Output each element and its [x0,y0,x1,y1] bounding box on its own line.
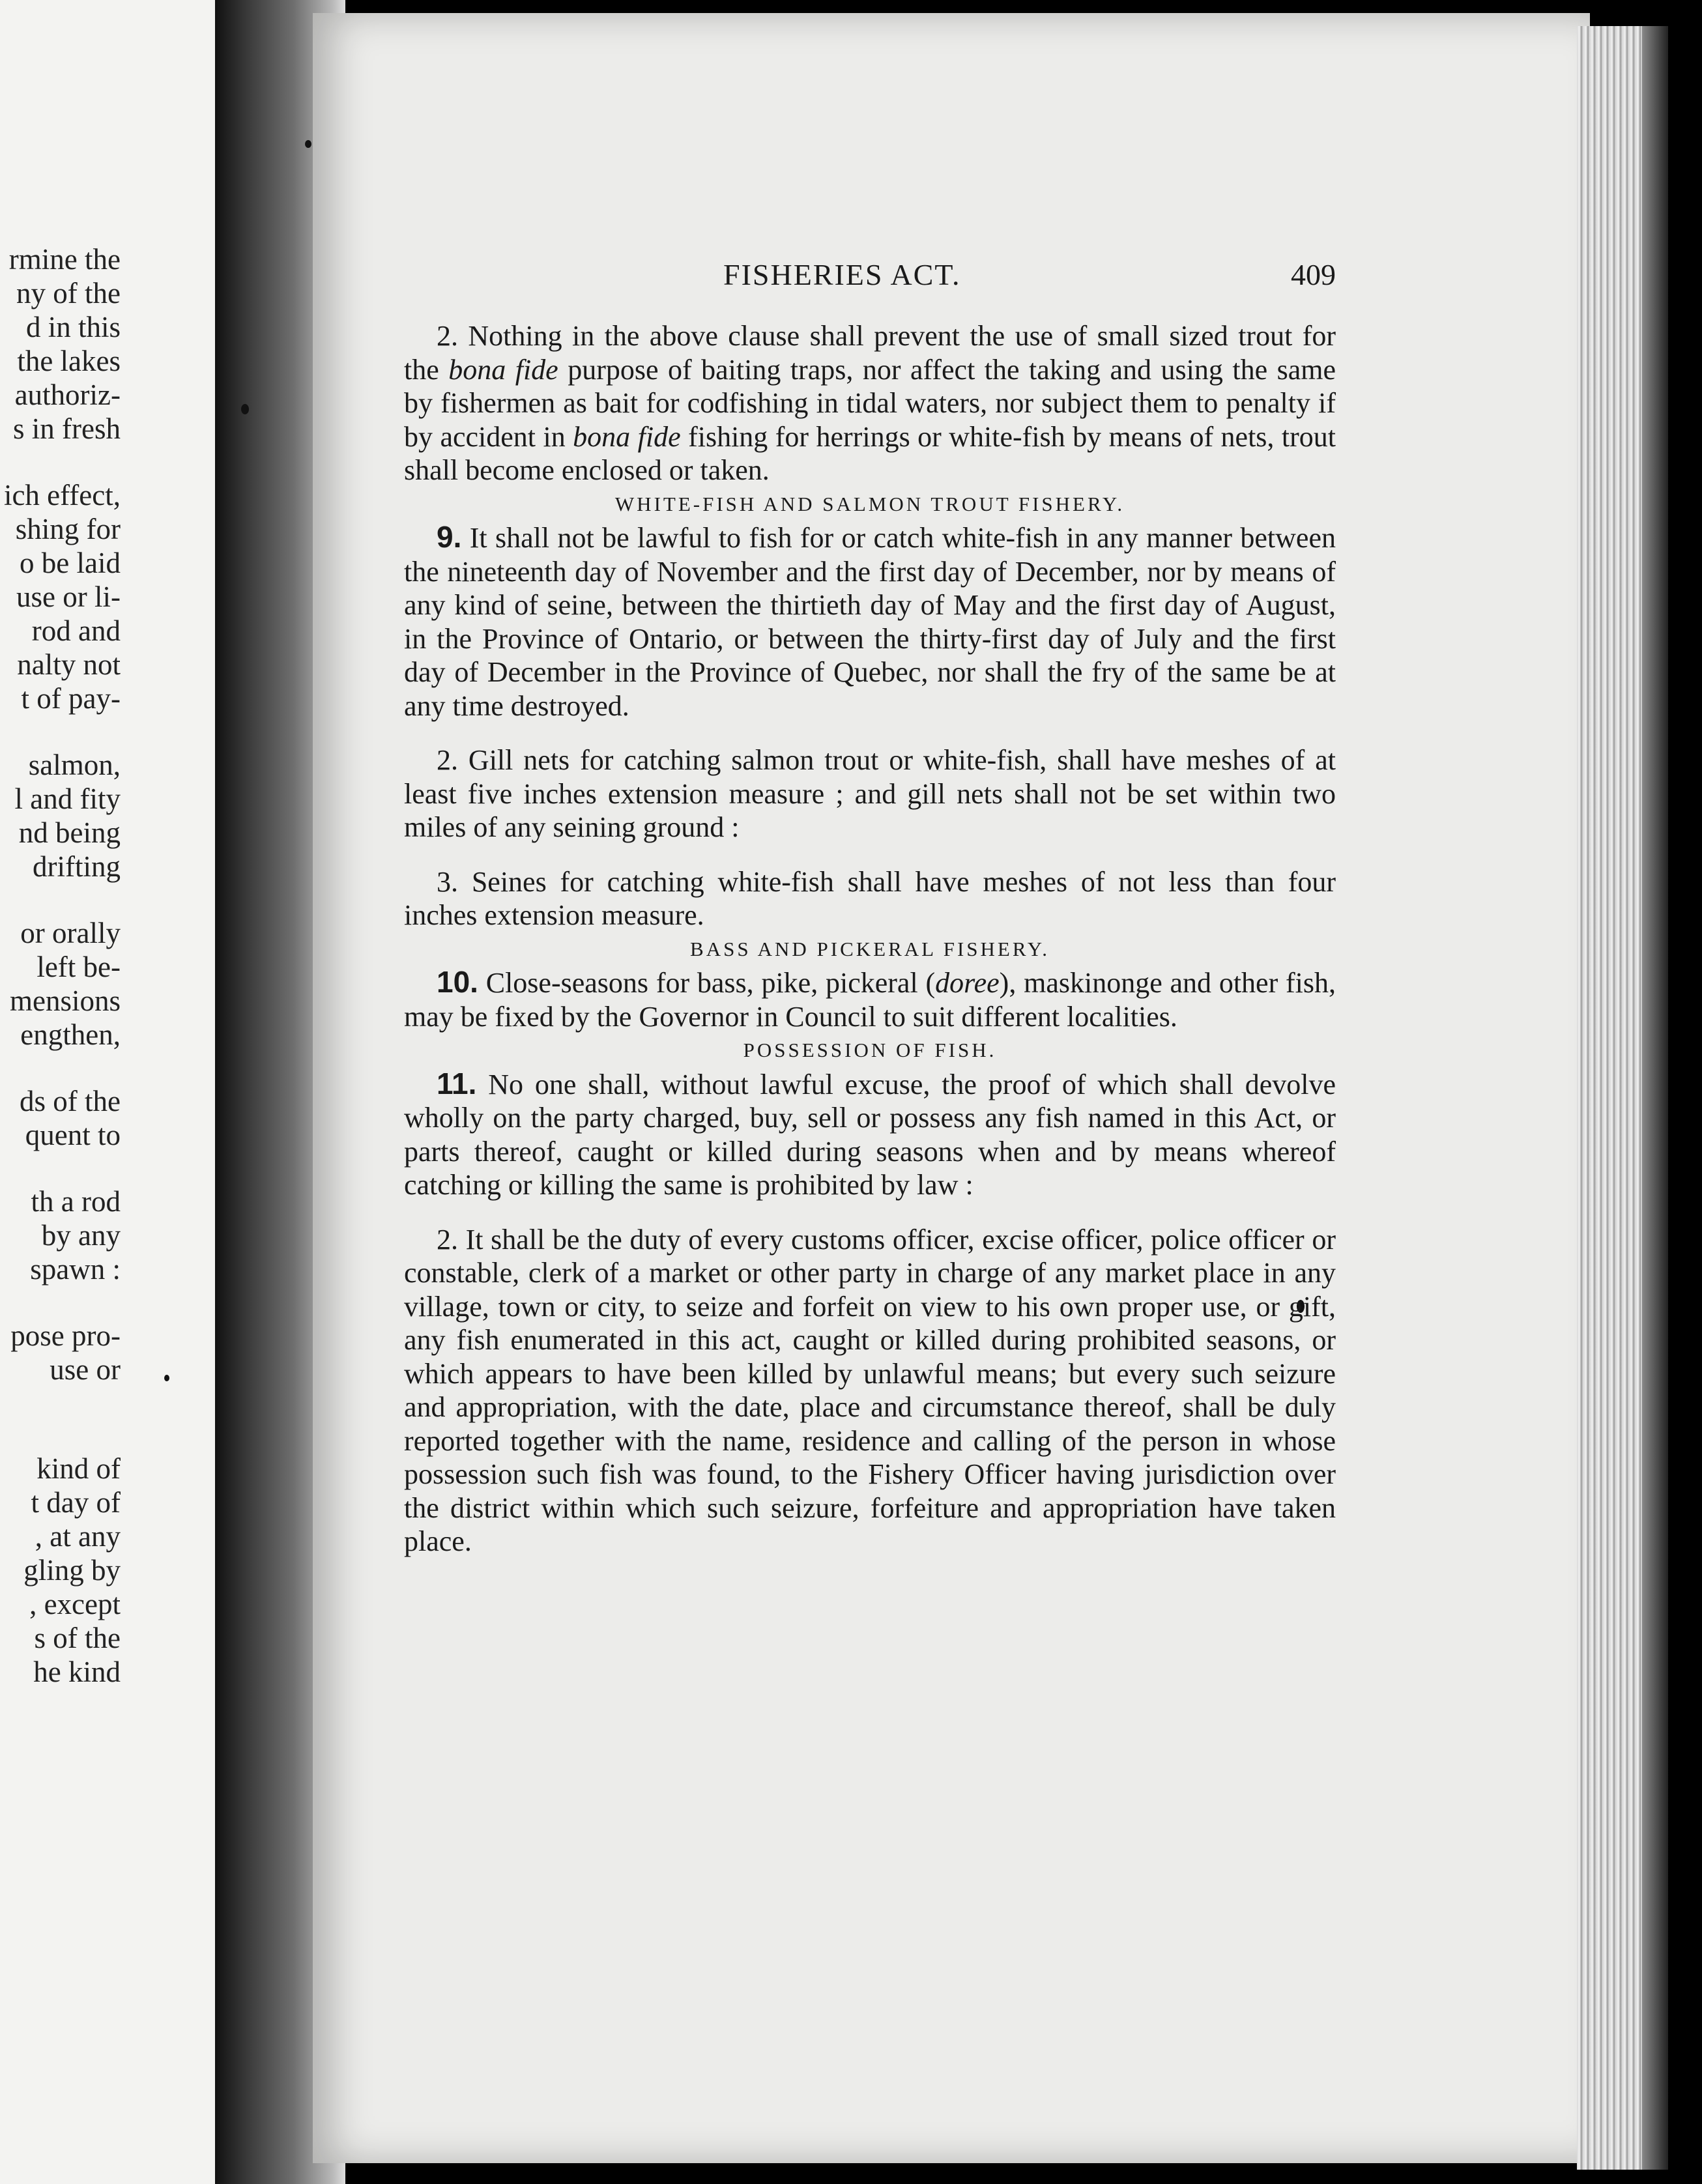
running-head: FISHERIES ACT. [723,258,961,291]
left-page-line: gling by [23,1554,121,1587]
left-page-line: quent to [25,1119,121,1151]
left-page-line: ny of the [16,277,121,309]
page-edges-shadow [1642,26,1668,2170]
section-number: 11. [437,1066,477,1100]
left-page-line: engthen, [20,1018,121,1051]
left-page-line: he kind [33,1656,121,1688]
text-run: ), maskinonge and other fish, may be fixed by the Governor in Council to suit different localities. [404,967,1336,1033]
section-11 [404,1067,1336,1202]
text-run: It shall be the duty of every customs officer, excise officer, police officer or constable, clerk of a market or other party in charge of any market place in any village, town or city, to seize and forfeit on view to his own proper use, or gift, any fish enumerated in this act, caught or killed during prohibited seasons, or which appears to have been killed by unlawful means; but every such seizure and appropriation, with the date, place and circumstance thereof, shall be duly reported together with the name, residence and calling of the person in whose possession such fish was found, to the Fishery Officer having jurisdiction over the district within which such seizure, forfeiture and appropriation have taken place. [404,1223,1336,1557]
text-run: fishing for herrings or white-fish by means of nets, trout shall become enclosed or taken. [404,420,1336,486]
left-page [0,0,225,2184]
line-gap [0,1152,121,1185]
ink-speck [305,140,311,148]
subsection-11-2 [404,1223,1336,1559]
left-page-line: shing for [15,513,121,545]
left-page-line: by any [41,1219,121,1252]
line-gap [0,715,121,748]
subsection-8-2 [404,319,1336,487]
italic-run: doree [935,967,1000,999]
line-gap [0,446,121,478]
left-page-line: authoriz- [14,379,121,411]
text-run: Nothing in the above clause shall prevent the use of small sized trout for the [404,320,1336,386]
line-gap [0,1286,121,1319]
page-header [404,257,1336,303]
section-number: 9. [437,520,462,554]
left-page-line: ds of the [20,1085,121,1117]
left-page-line: nd being [18,816,121,849]
left-page-line: mensions [9,984,121,1017]
left-page-line: s of the [34,1622,121,1654]
text-run: purpose of baiting traps, nor affect the taking and using the same by fishermen as bait for codfishing in tidal waters, nor subject them to penalty if by accident in [404,353,1336,453]
text-run: Seines for catching white-fish shall have meshes of not less than four inches extension measure. [404,865,1336,931]
text-run: It shall not be lawful to fish for or catch white-fish in any manner between the nineteenth day of November and the first day of December, nor by means of any kind of seine, between the thirtieth day of May and the first day of August, in the Province of Ontario, or between the thirty-first day of July and the first day of December in the Province of Quebec, nor shall the fry of the same be at any time destroyed. [404,522,1336,722]
subsection-9-2 [404,743,1336,844]
ink-speck [164,1375,169,1381]
left-page-line: ich effect, [3,479,121,511]
subsection-number: 2. [437,1223,458,1256]
subsection-number: 2. [437,744,458,776]
left-page-line: use or [50,1353,121,1386]
left-page-line: salmon, [28,749,121,781]
italic-run: bona fide [448,353,558,386]
left-page-line: t of pay- [21,682,121,715]
section-9 [404,521,1336,723]
left-page-line: drifting [33,850,121,883]
line-gap [0,1387,121,1419]
left-page-line: o be laid [20,547,121,579]
left-page-line: use or li- [16,581,121,613]
left-page-line: t day of [31,1486,121,1519]
left-page-text [0,242,121,1689]
section-number: 10. [437,965,478,999]
left-page-line: or orally [20,917,121,949]
text-run: Close-seasons for bass, pike, pickeral ( [478,967,936,999]
left-page-line: spawn : [30,1253,121,1286]
ink-speck [241,404,249,414]
left-page-line: , except [29,1588,121,1620]
section-heading-possession: POSSESSION OF FISH. [743,1039,997,1061]
italic-run: bona fide [573,420,681,453]
left-page-line: left be- [36,951,121,983]
line-gap [0,884,121,916]
text-run: Gill nets for catching salmon trout or white-fish, shall have meshes of at least five inches extension measure ; and gill nets shall not be set within two miles of any seining ground : [404,744,1336,843]
section-heading-whitefish: WHITE-FISH AND SALMON TROUT FISHERY. [614,492,1125,515]
left-page-line: d in this [25,311,121,343]
page-edges [1577,26,1649,2170]
left-page-line: th a rod [31,1185,121,1218]
left-page-line: , at any [35,1520,121,1553]
left-page-line: l and fity [14,783,121,815]
line-gap [0,1052,121,1084]
page-body [404,319,1336,1559]
subsection-9-3 [404,865,1336,932]
line-gap [0,1419,121,1452]
left-page-line: pose pro- [10,1319,121,1352]
left-page-line: rmine the [8,243,121,276]
section-10 [404,966,1336,1033]
left-page-line: kind of [36,1452,121,1485]
left-page-line: the lakes [17,345,121,377]
page-number: 409 [1291,258,1336,291]
subsection-number: 3. [437,865,458,898]
subsection-number: 2. [437,320,458,352]
text-run: No one shall, without lawful excuse, the proof of which shall devolve wholly on the party charged, buy, sell or possess any fish named in this Act, or parts thereof, caught or killed during seasons when and by means whereof catching or killing the same is prohibited by law : [404,1068,1336,1201]
left-page-line: s in fresh [13,412,121,445]
left-page-line: nalty not [17,648,121,681]
left-page-line: rod and [31,614,121,647]
section-heading-bass: BASS AND PICKERAL FISHERY. [690,937,1050,960]
